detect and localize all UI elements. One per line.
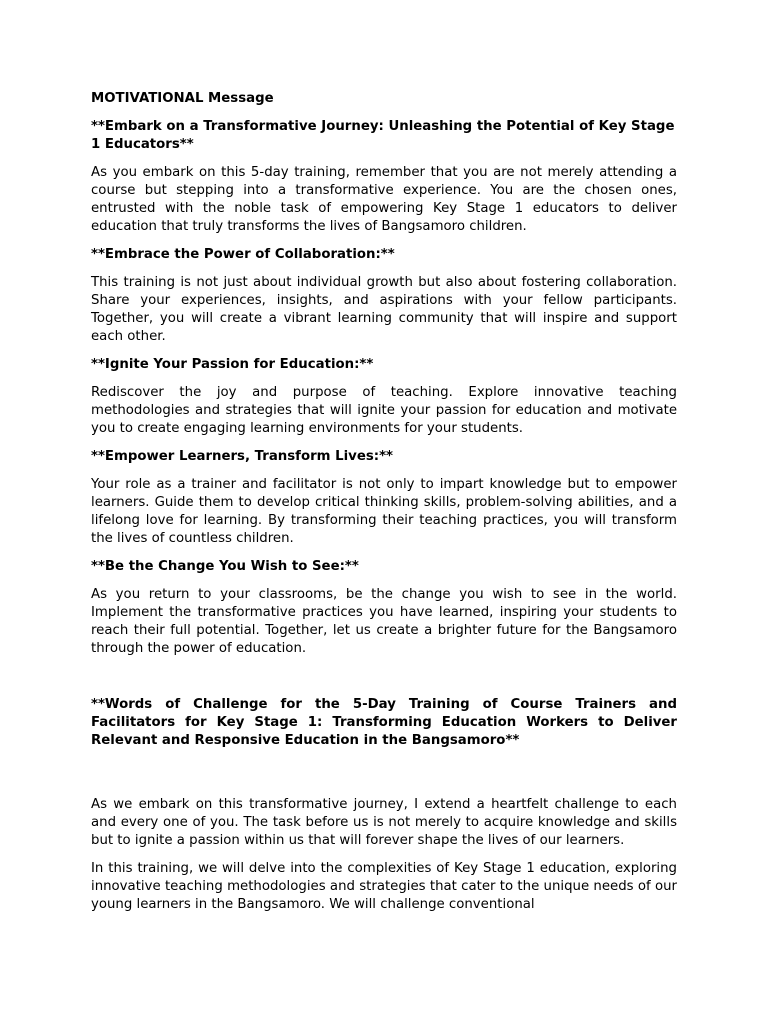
- heading-collaboration: **Embrace the Power of Collaboration:**: [91, 247, 395, 262]
- paragraph-challenge: As we embark on this transformative journey, I extend a heartfelt challenge to each and every one of you. The task before us is not merely to acquire knowledge and skills but to ignite a passion within us that will forever shape the lives of our learners.: [91, 797, 677, 848]
- heading-change: **Be the Change You Wish to See:**: [91, 559, 359, 574]
- paragraph-passion: Rediscover the joy and purpose of teaching. Explore innovative teaching methodologies and strategies that will ignite your passion for education and motivate you to create engaging learning environments for your students.: [91, 385, 677, 436]
- paragraph-embark: As you embark on this 5-day training, remember that you are not merely attending a course but stepping into a transformative experience. You are the chosen ones, entrusted with the noble task of empowering Key Stage 1 educators to deliver education that truly transforms the lives of Bangsamoro children.: [91, 165, 677, 234]
- heading-words-of-challenge: **Words of Challenge for the 5-Day Training of Course Trainers and Facilitators for Key Stage 1: Transforming Education Workers to Deliver Relevant and Responsive Education in the Bangsamoro**: [91, 697, 677, 748]
- heading-embark: **Embark on a Transformative Journey: Unleashing the Potential of Key Stage 1 Educators**: [91, 119, 675, 152]
- paragraph-change: As you return to your classrooms, be the change you wish to see in the world. Implement the transformative practices you have learned, inspiring your students to reach their full potential. Together, let us create a brighter future for the Bangsamoro through the power of education.: [91, 587, 677, 656]
- document-page: [91, 90, 677, 924]
- heading-passion: **Ignite Your Passion for Education:**: [91, 357, 374, 372]
- paragraph-collaboration: This training is not just about individual growth but also about fostering collaboration. Share your experiences, insights, and aspirations with your fellow participants. Together, you will create a vibrant learning community that will inspire and support each other.: [91, 275, 677, 344]
- paragraph-training: In this training, we will delve into the complexities of Key Stage 1 education, exploring innovative teaching methodologies and strategies that cater to the unique needs of our young learners in the Bangsamoro. We will challenge conventional: [91, 861, 677, 912]
- document-title: MOTIVATIONAL Message: [91, 91, 274, 106]
- spacer: [91, 668, 677, 696]
- heading-empower: **Empower Learners, Transform Lives:**: [91, 449, 393, 464]
- spacer: [91, 760, 677, 796]
- paragraph-empower: Your role as a trainer and facilitator is not only to impart knowledge but to empower learners. Guide them to develop critical thinking skills, problem-solving abilities, and a lifelong love for learning. By transforming their teaching practices, you will transform the lives of countless children.: [91, 477, 677, 546]
